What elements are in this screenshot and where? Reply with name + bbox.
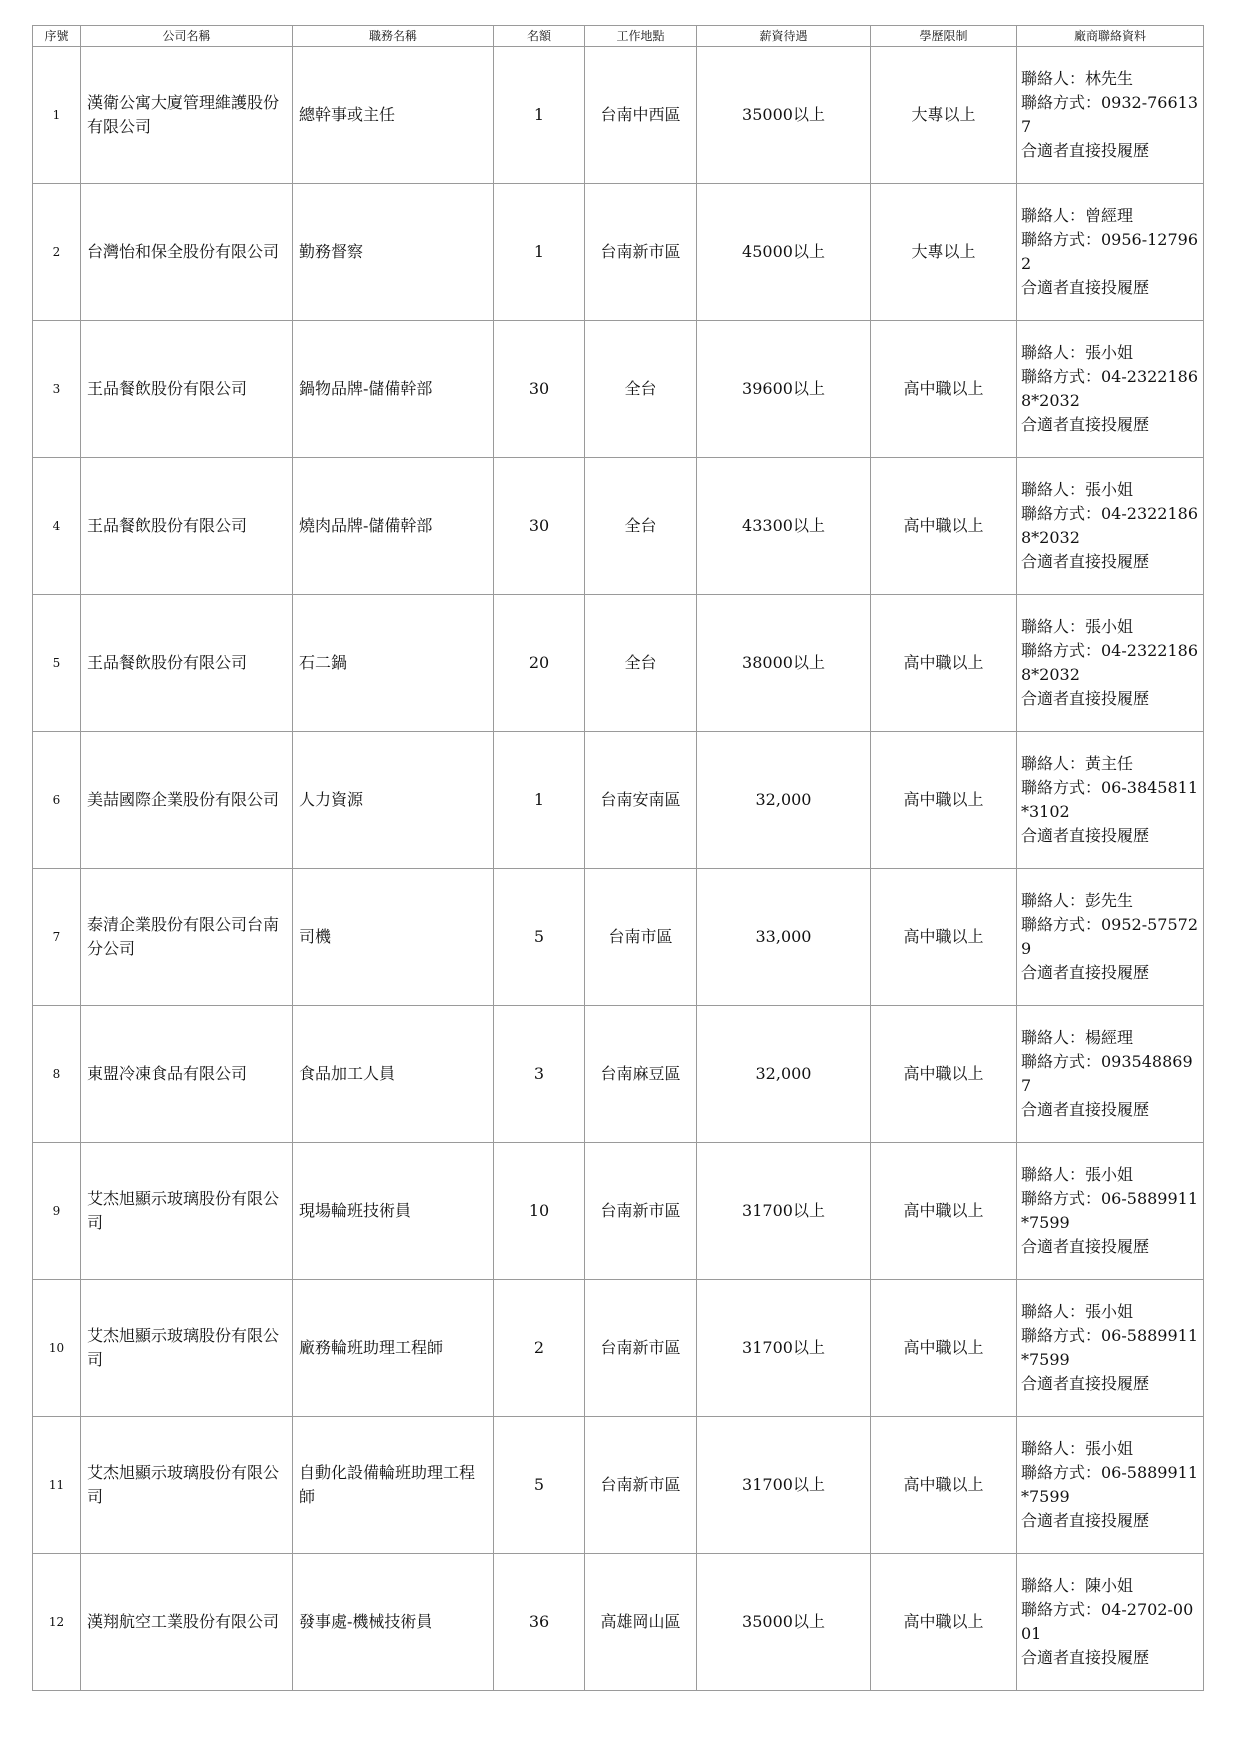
row-no: 4: [33, 458, 81, 595]
row-title: 發事處-機械技術員: [293, 1554, 494, 1691]
contact-note: 合適者直接投履歷: [1021, 415, 1150, 434]
contact-note: 合適者直接投履歷: [1021, 1648, 1150, 1667]
contact-phone: 聯絡方式：04-2702-0001: [1021, 1600, 1194, 1643]
row-company: 漢衛公寓大廈管理維護股份有限公司: [81, 47, 293, 184]
contact-note: 合適者直接投履歷: [1021, 552, 1150, 571]
row-location: 台南新市區: [585, 1280, 697, 1417]
table-row: [33, 321, 1204, 458]
row-company: 王品餐飲股份有限公司: [81, 458, 293, 595]
contact-phone: 聯絡方式：04-23221868*2032: [1021, 641, 1199, 684]
contact-phone: 聯絡方式：0932-766137: [1021, 93, 1199, 136]
row-location: 全台: [585, 458, 697, 595]
row-contact: [1017, 595, 1204, 732]
row-salary: 35000以上: [697, 47, 871, 184]
contact-person: 聯絡人：曾經理: [1021, 206, 1134, 225]
header-location: 工作地點: [585, 26, 697, 47]
row-company: 東盟冷凍食品有限公司: [81, 1006, 293, 1143]
row-education: 高中職以上: [871, 1143, 1017, 1280]
header-contact: 廠商聯絡資料: [1017, 26, 1204, 47]
header-count: 名額: [494, 26, 585, 47]
table-row: [33, 184, 1204, 321]
row-salary: 32,000: [697, 732, 871, 869]
contact-note: 合適者直接投履歷: [1021, 141, 1150, 160]
header-title: 職務名稱: [293, 26, 494, 47]
contact-note: 合適者直接投履歷: [1021, 1374, 1150, 1393]
row-no: 6: [33, 732, 81, 869]
contact-person: 聯絡人：黃主任: [1021, 754, 1134, 773]
row-contact: [1017, 184, 1204, 321]
row-education: 高中職以上: [871, 1280, 1017, 1417]
row-location: 全台: [585, 595, 697, 732]
row-contact: [1017, 869, 1204, 1006]
table-row: [33, 1280, 1204, 1417]
row-no: 2: [33, 184, 81, 321]
row-count: 30: [494, 458, 585, 595]
contact-note: 合適者直接投履歷: [1021, 963, 1150, 982]
row-education: 大專以上: [871, 184, 1017, 321]
row-title: 司機: [293, 869, 494, 1006]
contact-person: 聯絡人：彭先生: [1021, 891, 1134, 910]
table-header-row: [33, 26, 1204, 47]
row-no: 11: [33, 1417, 81, 1554]
row-location: 台南中西區: [585, 47, 697, 184]
row-salary: 33,000: [697, 869, 871, 1006]
row-company: 美喆國際企業股份有限公司: [81, 732, 293, 869]
contact-phone: 聯絡方式：0952-575729: [1021, 915, 1199, 958]
header-education: 學歷限制: [871, 26, 1017, 47]
contact-note: 合適者直接投履歷: [1021, 1100, 1150, 1119]
row-salary: 32,000: [697, 1006, 871, 1143]
row-salary: 39600以上: [697, 321, 871, 458]
row-contact: [1017, 732, 1204, 869]
row-company: 漢翔航空工業股份有限公司: [81, 1554, 293, 1691]
contact-person: 聯絡人：張小姐: [1021, 617, 1134, 636]
row-education: 高中職以上: [871, 869, 1017, 1006]
row-contact: [1017, 321, 1204, 458]
row-count: 5: [494, 1417, 585, 1554]
table-row: [33, 1143, 1204, 1280]
contact-phone: 聯絡方式：04-23221868*2032: [1021, 367, 1199, 410]
contact-person: 聯絡人：楊經理: [1021, 1028, 1134, 1047]
row-education: 高中職以上: [871, 321, 1017, 458]
row-count: 5: [494, 869, 585, 1006]
row-company: 艾杰旭顯示玻璃股份有限公司: [81, 1417, 293, 1554]
row-title: 鍋物品牌-儲備幹部: [293, 321, 494, 458]
row-no: 1: [33, 47, 81, 184]
row-education: 高中職以上: [871, 732, 1017, 869]
contact-phone: 聯絡方式：06-5889911*7599: [1021, 1463, 1199, 1506]
contact-note: 合適者直接投履歷: [1021, 278, 1150, 297]
row-count: 10: [494, 1143, 585, 1280]
row-company: 王品餐飲股份有限公司: [81, 321, 293, 458]
row-salary: 31700以上: [697, 1417, 871, 1554]
contact-phone: 聯絡方式：06-3845811*3102: [1021, 778, 1199, 821]
contact-person: 聯絡人：陳小姐: [1021, 1576, 1134, 1595]
row-contact: [1017, 1554, 1204, 1691]
row-education: 高中職以上: [871, 1554, 1017, 1691]
row-contact: [1017, 1280, 1204, 1417]
row-contact: [1017, 458, 1204, 595]
table-row: [33, 1006, 1204, 1143]
row-title: 勤務督察: [293, 184, 494, 321]
row-salary: 43300以上: [697, 458, 871, 595]
contact-person: 聯絡人：張小姐: [1021, 1302, 1134, 1321]
row-education: 高中職以上: [871, 458, 1017, 595]
table-row: [33, 1554, 1204, 1691]
job-listing-table: [32, 25, 1204, 1691]
contact-phone: 聯絡方式：06-5889911*7599: [1021, 1326, 1199, 1369]
row-title: 自動化設備輪班助理工程師: [293, 1417, 494, 1554]
row-no: 10: [33, 1280, 81, 1417]
row-title: 廠務輪班助理工程師: [293, 1280, 494, 1417]
row-location: 台南新市區: [585, 1417, 697, 1554]
contact-note: 合適者直接投履歷: [1021, 1237, 1150, 1256]
row-no: 3: [33, 321, 81, 458]
row-no: 5: [33, 595, 81, 732]
contact-phone: 聯絡方式：06-5889911*7599: [1021, 1189, 1199, 1232]
row-education: 高中職以上: [871, 1006, 1017, 1143]
contact-phone: 聯絡方式：0935488697: [1021, 1052, 1193, 1095]
row-company: 泰清企業股份有限公司台南分公司: [81, 869, 293, 1006]
row-title: 食品加工人員: [293, 1006, 494, 1143]
table-row: [33, 47, 1204, 184]
contact-person: 聯絡人：張小姐: [1021, 1165, 1134, 1184]
row-contact: [1017, 1143, 1204, 1280]
row-count: 36: [494, 1554, 585, 1691]
row-salary: 31700以上: [697, 1280, 871, 1417]
row-no: 8: [33, 1006, 81, 1143]
row-title: 石二鍋: [293, 595, 494, 732]
row-title: 人力資源: [293, 732, 494, 869]
row-count: 20: [494, 595, 585, 732]
header-company: 公司名稱: [81, 26, 293, 47]
row-no: 9: [33, 1143, 81, 1280]
row-salary: 38000以上: [697, 595, 871, 732]
contact-person: 聯絡人：張小姐: [1021, 1439, 1134, 1458]
row-title: 總幹事或主任: [293, 47, 494, 184]
table-row: [33, 869, 1204, 1006]
header-no: 序號: [33, 26, 81, 47]
row-contact: [1017, 1417, 1204, 1554]
contact-phone: 聯絡方式：0956-127962: [1021, 230, 1199, 273]
row-salary: 31700以上: [697, 1143, 871, 1280]
row-education: 大專以上: [871, 47, 1017, 184]
row-count: 1: [494, 184, 585, 321]
row-company: 台灣怡和保全股份有限公司: [81, 184, 293, 321]
header-salary: 薪資待遇: [697, 26, 871, 47]
contact-note: 合適者直接投履歷: [1021, 1511, 1150, 1530]
row-company: 艾杰旭顯示玻璃股份有限公司: [81, 1143, 293, 1280]
row-salary: 45000以上: [697, 184, 871, 321]
row-location: 台南安南區: [585, 732, 697, 869]
row-location: 台南市區: [585, 869, 697, 1006]
row-location: 台南新市區: [585, 184, 697, 321]
row-contact: [1017, 47, 1204, 184]
contact-phone: 聯絡方式：04-23221868*2032: [1021, 504, 1199, 547]
row-no: 7: [33, 869, 81, 1006]
row-title: 現場輪班技術員: [293, 1143, 494, 1280]
row-company: 王品餐飲股份有限公司: [81, 595, 293, 732]
row-count: 1: [494, 47, 585, 184]
contact-person: 聯絡人：林先生: [1021, 69, 1134, 88]
row-count: 2: [494, 1280, 585, 1417]
row-education: 高中職以上: [871, 595, 1017, 732]
row-company: 艾杰旭顯示玻璃股份有限公司: [81, 1280, 293, 1417]
row-no: 12: [33, 1554, 81, 1691]
contact-note: 合適者直接投履歷: [1021, 689, 1150, 708]
table-row: [33, 732, 1204, 869]
table-row: [33, 595, 1204, 732]
row-location: 全台: [585, 321, 697, 458]
contact-person: 聯絡人：張小姐: [1021, 480, 1134, 499]
row-contact: [1017, 1006, 1204, 1143]
row-count: 3: [494, 1006, 585, 1143]
row-location: 台南麻豆區: [585, 1006, 697, 1143]
contact-person: 聯絡人：張小姐: [1021, 343, 1134, 362]
table-row: [33, 458, 1204, 595]
row-education: 高中職以上: [871, 1417, 1017, 1554]
row-count: 30: [494, 321, 585, 458]
row-title: 燒肉品牌-儲備幹部: [293, 458, 494, 595]
contact-note: 合適者直接投履歷: [1021, 826, 1150, 845]
row-count: 1: [494, 732, 585, 869]
row-salary: 35000以上: [697, 1554, 871, 1691]
row-location: 高雄岡山區: [585, 1554, 697, 1691]
row-location: 台南新市區: [585, 1143, 697, 1280]
table-row: [33, 1417, 1204, 1554]
